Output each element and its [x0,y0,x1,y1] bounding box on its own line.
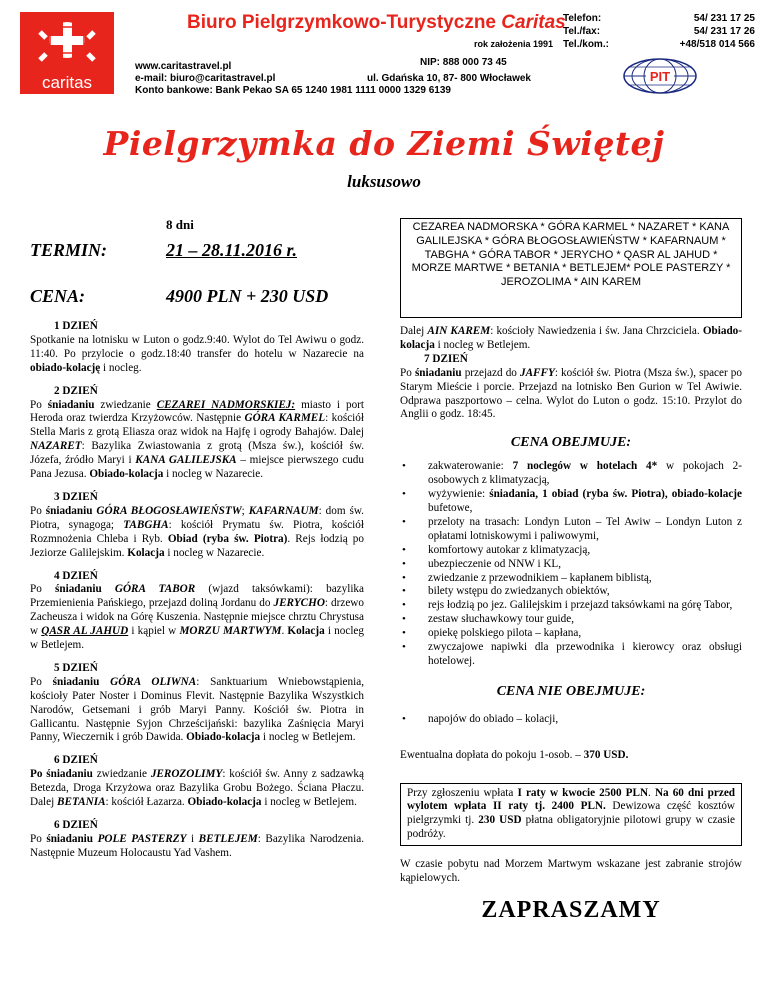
payment-text: Przy zgłoszeniu wpłata I raty w kwocie 2500 PLN. Na 60 dni przed wylotem wpłata II raty tj. 2400 PLN. Dewizowa część kosztów pielgrzymki tj. 230 USD płatna obligatoryjnie pilotowi grupy w czasie podróży. [407,786,736,841]
program-right-column [400,325,742,923]
closing-invitation: ZAPRASZAMY [481,897,661,923]
caritas-cross-icon [20,12,114,94]
list-item: • opiekę polskiego pilota – kapłana, [428,627,742,641]
founded-year: rok założenia 1991 [474,39,554,49]
list-item: • wyżywienie: śniadania, 1 obiad (ryba św. Piotra), obiado-kolacje bufetowe, [428,488,742,516]
list-item: • ubezpieczenie od NNW i KL, [428,558,742,572]
mobile-value: +48/518 014 566 [679,39,755,50]
phone-value: 54/ 231 17 25 [693,13,755,24]
day-3-heading: 3 DZIEŃ [54,490,98,503]
logo-text: caritas [41,73,93,92]
day-2-text: Po śniadaniu zwiedzanie CEZAREI NADMORSKIEJ: miasto i port Heroda oraz twierdza Krzyżowców. Następnie GÓRA KARMEL: kościół Stella Maris z grotą Eliasza oraz widok na Hajfę i ogrody Bahajów. Dalej NAZARET: Bazylika Zwiastowania z grotą (Msza św.), kościół św. Józefa, źródło Maryi i KANA GALILEJSKA – miejsce pierwszego cudu Pana Jezusa. Obiado-kolacja i nocleg w Nazarecie. [30,398,364,481]
day-7-text: Po śniadaniu przejazd do JAFFY: kościół św. Piotra (Msza św.), spacer po Starym Mieście i porcie. Przejazd na lotnisko Ben Gurion w Tel Awiwie. Odprawa paszportowo – celna. Wylot do Luton o godz. 15:10. Przylot do Anglii o godz. 18:45. [400,366,742,421]
excludes-title: CENA NIE OBEJMUJE: [496,683,646,699]
day-5-heading: 5 DZIEŃ [54,661,98,674]
agency-title-prefix: Biuro Pielgrzymkowo-Turystyczne [187,12,496,33]
program-left-column [30,320,364,861]
list-item: • bilety wstępu do zwiedzanych obiektów, [428,585,742,599]
day-4-text: Po śniadaniu GÓRA TABOR (wjazd taksówkami): bazylika Przemienienia Pańskiego, przejazd doliną Jordanu do JERYCHO: drzewo Zacheusza i widok na Górę Kuszenia. Następnie miejsce chrztu Chrystusa w QASR AL JAHUD i kąpiel w MORZU MARTWYM. Kolacja i nocleg w Betlejem. [30,583,364,652]
term-value: 21 – 28.11.2016 r. [166,240,298,260]
day-1-heading: 1 DZIEŃ [54,320,98,332]
bank-account: Konto bankowe: Bank Pekao SA 65 1240 1981 1111 0000 1329 6139 [135,85,451,96]
list-item: • zwyczajowe napiwki dla przewodnika i kierowcy oraz obsługi hotelowej. [428,641,742,669]
telfax-label: Tel./fax: [563,26,601,37]
day-6-text: Po śniadaniu zwiedzanie JEROZOLIMY: kościół św. Anny z sadzawką Betezda, Droga Krzyżowa oraz Bazylika Grobu Bożego. Ściana Płaczu. Dalej BETANIA: kościół Łazarza. Obiado-kolacja i nocleg w Betlejem. [30,768,364,809]
phone-label: Telefon: [563,13,602,24]
pit-logo [622,57,698,95]
nip-number: NIP: 888 000 73 45 [420,57,507,68]
list-item: • zestaw słuchawkowy tour guide, [428,613,742,627]
includes-title: CENA OBEJMUJE: [510,435,632,451]
excludes-list [400,713,742,727]
day-3-text: Po śniadaniu GÓRA BŁOGOSŁAWIEŃSTW; KAFARNAUM: dom św. Piotra, synagoga; TABGHA: kościół Prymatu św. Piotra, kościół Rozmnożenia Chleba i Ryb. Obiad (ryba św. Piotra). Rejs łodzią po Jeziorze Galilejskim. Kolacja i nocleg w Nazarecie. [30,504,364,559]
telfax-value: 54/ 231 17 26 [693,26,755,37]
day-2-heading: 2 DZIEŃ [54,384,98,397]
single-room-supplement: Ewentualna dopłata do pokoju 1-osob. – 370 USD. [400,748,629,761]
email-link[interactable]: e-mail: biuro@caritastravel.pl [135,73,276,84]
list-item: • rejs łodzią po jez. Galilejskim i przejazd taksówkami na górę Tabor, [428,599,742,613]
term-label: TERMIN: [30,240,108,260]
route-box: CEZAREA NADMORSKA * GÓRA KARMEL * NAZARET * KANA GALILEJSKA * GÓRA BŁOGOSŁAWIEŃSTW * KAFARNAUM * TABGHA * GÓRA TABOR * JERYCHO * QASR AL JAHUD * MORZE MARTWE * BETANIA * BETLEJEM* POLE PASTERZY * JEROZOLIMA * AIN KAREM [400,218,742,318]
day-6b-heading: 6 DZIEŃ [54,819,98,831]
day-4-heading: 4 DZIEŃ [54,569,98,582]
contact-block [563,12,755,51]
duration: 8 dni [166,217,194,232]
day-5-text: Po śniadaniu GÓRA OLIWNA: Sanktuarium Wniebowstąpienia, kościoły Pater Noster i Dominus Flevit. Następnie Bazylika Wszystkich Narodów, Getsemani i grób Maryi Panny. Kościół św. Piotra in Gallicantu. Następnie Syjon Chrześcijański: bazylika Zaśnięcia Maryi Panny, Wieczernik i grób Dawida. Obiado-kolacja i nocleg w Betlejem. [30,675,364,744]
list-item: • komfortowy autokar z klimatyzacją, [428,544,742,558]
address: ul. Gdańska 10, 87- 800 Włocławek [367,73,531,84]
mobile-label: Tel./kom.: [563,39,609,50]
website-link[interactable]: www.caritastravel.pl [135,61,232,72]
pit-globe-icon [622,57,698,95]
price-value: 4900 PLN + 230 USD [166,286,329,306]
page-subtitle: luksusowo [347,172,421,191]
day-6b-text: Po śniadaniu POLE PASTERZY i BETLEJEM: Bazylika Narodzenia. Następnie Muzeum Holocaustu Yad Vashem. [30,832,365,859]
list-item: • zakwaterowanie: 7 noclegów w hotelach 4* w pokojach 2- osobowych z klimatyzacją, [428,460,742,488]
list-item: • zwiedzanie z przewodnikiem – kapłanem biblistą, [428,572,742,586]
day-1-text: Spotkanie na lotnisku w Luton o godz.9:40. Wylot do Tel Awiwu o godz. 11:40. Po przylocie o godz.18:40 transfer do hotelu w Nazarecie na obiado-kolację i nocleg. [30,333,364,374]
includes-list [400,460,742,669]
payment-box [400,783,742,847]
list-item: • napojów do obiado – kolacji, [428,713,742,727]
caritas-logo [20,12,114,94]
swim-note: W czasie pobytu nad Morzem Martwym wskazane jest zabranie strojów kąpielowych. [400,858,742,885]
list-item: • przeloty na trasach: Londyn Luton – Tel Awiw – Londyn Luton z opłatami lotniskowymi i paliwowymi, [428,516,742,544]
day-7-heading: 7 DZIEŃ [424,352,468,365]
page-title: Pielgrzymka do Ziemi Świętej [103,124,665,163]
pit-logo-text: PIT [649,69,671,84]
agency-brand: Caritas [501,12,566,33]
agency-title [187,12,566,34]
price-label: CENA: [30,286,86,306]
day-6-heading: 6 DZIEŃ [54,754,98,767]
day-6b-continuation: Dalej AIN KAREM: kościoły Nawiedzenia i św. Jana Chrzciciela. Obiado-kolacja i nocleg w Betlejem. [400,325,742,351]
